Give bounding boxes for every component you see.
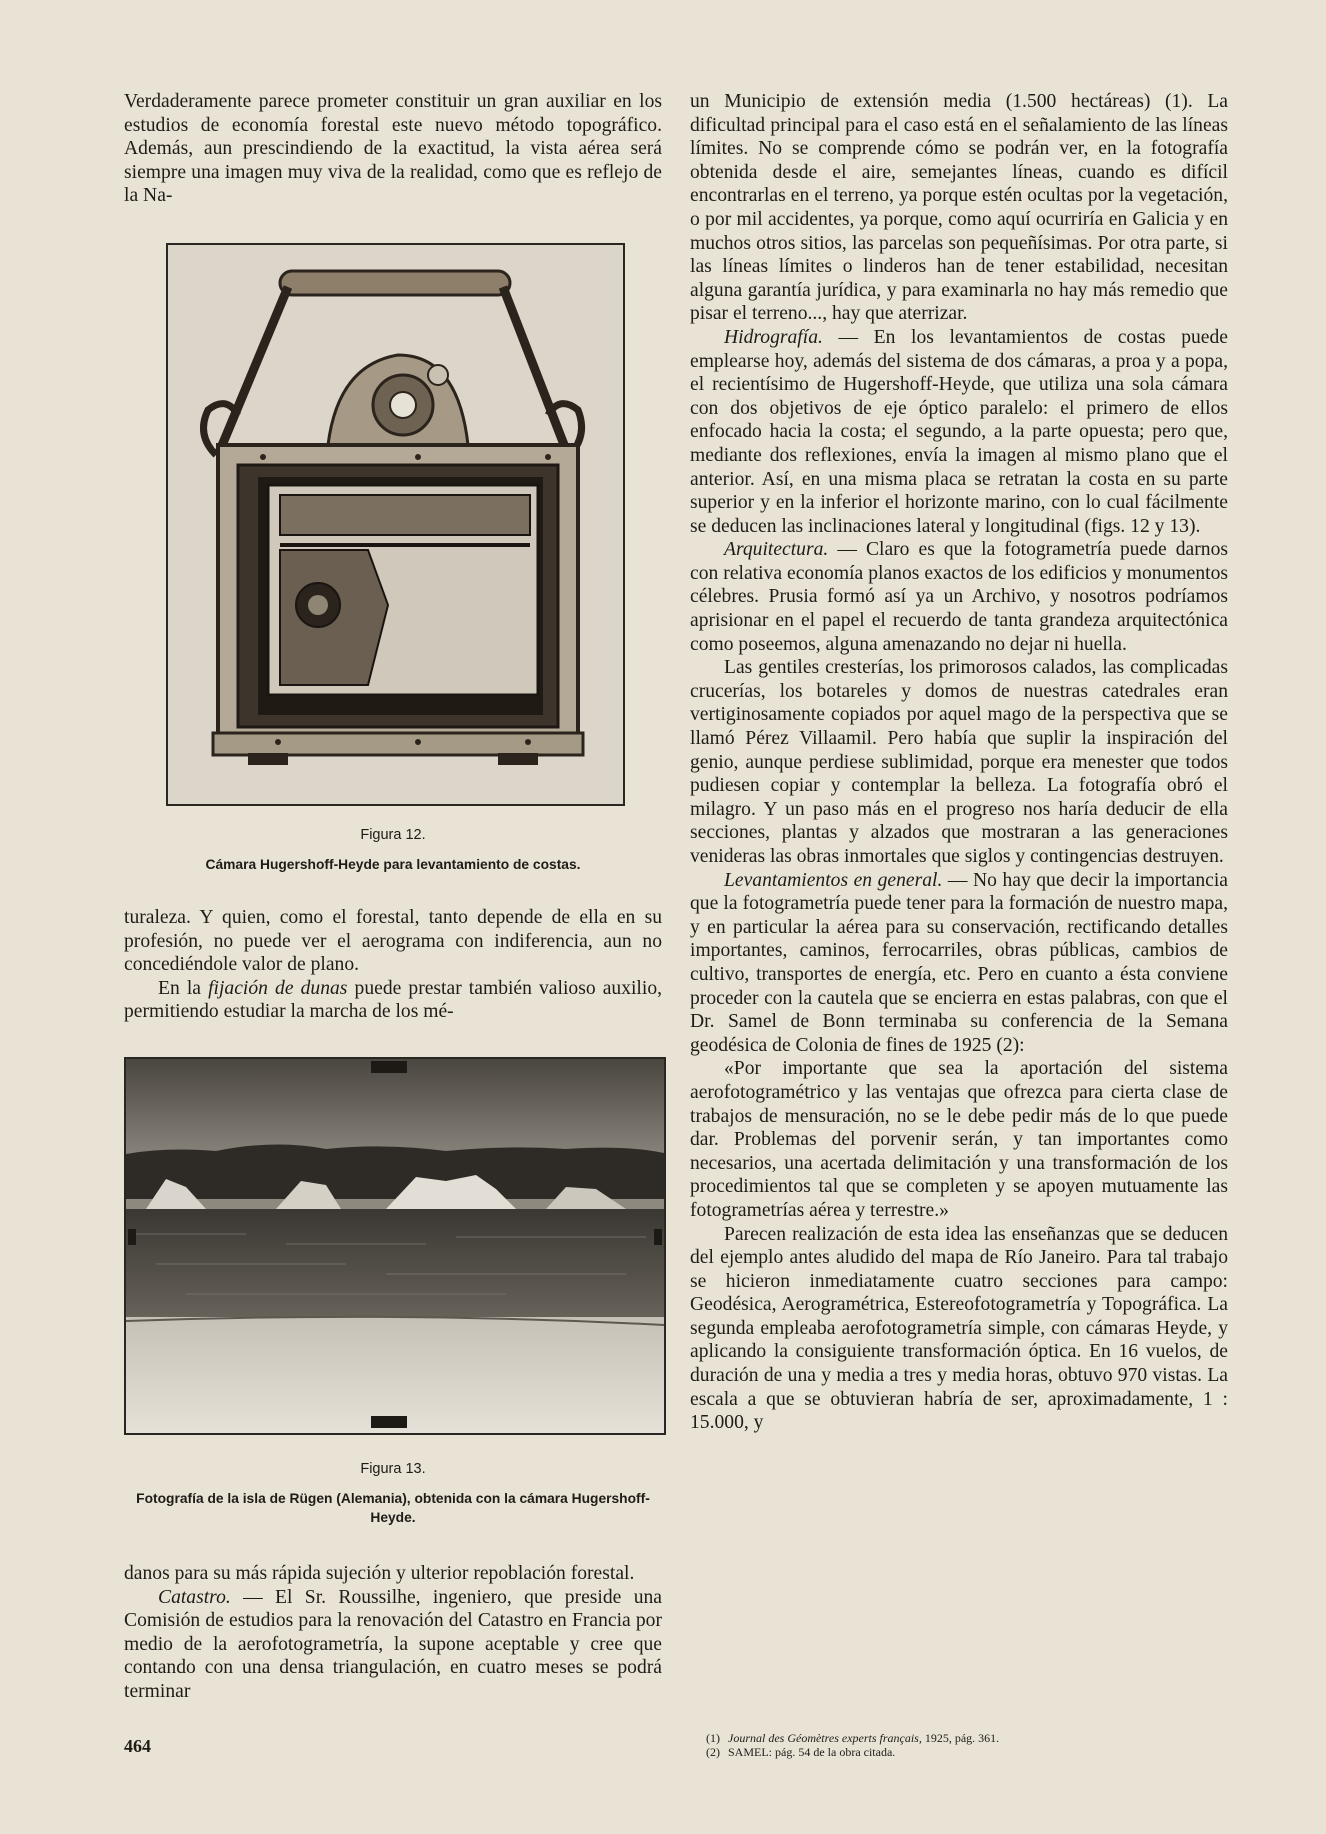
- figure-13-caption: [124, 1460, 662, 1527]
- emphasis: Hidrografía.: [724, 326, 823, 348]
- footnote-number: (1): [706, 1731, 720, 1745]
- left-column-top-text: [124, 90, 662, 208]
- camera-illustration: [168, 245, 623, 804]
- emphasis: fijación de dunas: [208, 977, 348, 999]
- figure-12-title: Figura 12.: [360, 827, 426, 843]
- paragraph: [690, 538, 1228, 656]
- footnote-number: (2): [706, 1745, 720, 1759]
- left-column-bottom-text: [124, 1562, 662, 1704]
- coast-photograph: [126, 1059, 664, 1433]
- figure-12-camera-photo: [166, 243, 625, 806]
- paragraph: Verdaderamente parece prometer constituir un gran auxiliar en los estudios de economía forestal este nuevo método topográfico. Además, aun prescindiendo de la exactitud, la vista aérea será siempre una imagen muy viva de la realidad, como que es reflejo de la Na-: [124, 91, 662, 207]
- footnote-text: SAMEL: pág. 54 de la obra citada.: [728, 1745, 896, 1759]
- text-run: En la: [158, 977, 209, 999]
- paragraph: [124, 1586, 662, 1704]
- text-run: — No hay que decir la importancia que la fotogrametría puede tener para la formación de nuestro mapa, y en particular la aérea para su conservación, rectificando detalles importantes, caminos, ferrocarriles, obras públicas, cambios de cultivo, transportes de energía, etc. Pero en cuanto a ésta conviene proceder con la cautela que se encierra en estas palabras, con que el Dr. Samel de Bonn terminaba su conferencia de la Semana geodésica de Colonia de fines de 1925 (2):: [690, 869, 1228, 1056]
- footnotes: [706, 1731, 1226, 1759]
- figure-12-description: Cámara Hugershoff-Heyde para levantamiento de costas.: [205, 857, 581, 872]
- left-column-middle-text: [124, 906, 662, 1024]
- emphasis: Arquitectura.: [724, 539, 829, 561]
- paragraph: Parecen realización de esta idea las enseñanzas que se deducen del ejemplo antes aludido del mapa de Río Janeiro. Para tal trabajo se hicieron inmediatamente cuatro secciones para campo: Geodésica, Aerogramétrica, Estereofotogrametría y Topográfica. La segunda empleaba aerofotogrametría simple, con cámaras Heyde, y aplicando la consiguiente transformación óptica. En 16 vuelos, de duración de una y media a tres y media horas, obtuvo 970 vistas. La escala a que se obtuvieran habría de ser, aproximadamente, 1 : 15.000, y: [690, 1223, 1228, 1434]
- text-run: — Claro es que la fotogrametría puede darnos con relativa economía planos exactos de los edificios y monumentos célebres. Prusia formó así ya un Archivo, y nosotros podríamos aprisionar en el papel el recuerdo de tanta grandeza arquitectónica como poseemos, alguna amenazando no dejar ni huella.: [690, 539, 1228, 655]
- footnote-text: 1925, pág. 361.: [921, 1731, 1000, 1745]
- paragraph: [690, 869, 1228, 1058]
- figure-13-description: Fotografía de la isla de Rügen (Alemania), obtenida con la cámara Hugershoff-Heyde.: [136, 1491, 650, 1525]
- paragraph: «Por importante que sea la aportación del sistema aerofotogramétrico y las ventajas que ofrezca para cierta clase de trabajos de mensuración, no se le debe pedir más de lo que puede dar. Problemas del porvenir serán, y tan importantes como necesarios, una acertada delimitación y una transformación de los procedimientos tal que se completen y se apoyen mutuamente las fotogrametrías aérea y terrestre.»: [690, 1058, 1228, 1221]
- page-number: 464: [124, 1736, 151, 1756]
- paragraph: [124, 977, 662, 1024]
- paragraph: Las gentiles cresterías, los primorosos calados, las complicadas crucerías, los botareles y domos de nuestras catedrales eran vertiginosamente copiados por aquel mago de la perspectiva que se llamó Pérez Villaamil. Pero había que suplir la inspiración del genio, aunque perdiese sublimidad, porque era menester que todos pudiesen copiar y contemplar la belleza. La fotografía obró el milagro. Y un paso más en el progreso nos haría deducir de ella secciones, plantas y alzados que mostraran a las generaciones venideras las obras inmortales que siglos y contingencias destruyen.: [690, 657, 1228, 867]
- text-run: — El Sr. Roussilhe, ingeniero, que preside una Comisión de estudios para la renovación del Catastro en Francia por medio de la aerofotogrametría, la supone aceptable y cree que contando con una densa triangulación, en cuatro meses se podrá terminar: [124, 1586, 662, 1702]
- figure-13-title: Figura 13.: [360, 1461, 426, 1477]
- paragraph: un Municipio de extensión media (1.500 hectáreas) (1). La dificultad principal para el caso está en el señalamiento de las líneas límites. No se comprende cómo se podrán ver, en la fotografía obtenida desde el aire, semejantes líneas, cuando es difícil encontrarlas en el terreno, ya porque estén ocultas por la vegetación, o por mil accidentes, ya porque, como aquí ocurriría en Galicia y en muchos otros sitios, las parcelas son pequeñísimas. Por otra parte, si las líneas límites o linderos han de tener estabilidad, necesitan alguna garantía jurídica, y para examinarla no hay más remedio que pisar el terreno..., hay que aterrizar.: [690, 91, 1228, 325]
- text-run: — En los levantamientos de costas puede emplearse hoy, además del sistema de dos cámaras, a proa y a popa, el recientísimo de Hugershoff-Heyde, que utiliza una sola cámara con dos objetivos de eje óptico paralelo: el primero de ellos enfocado hacia la costa; el segundo, a la parte opuesta; pero que, mediante dos reflexiones, envía la imagen al mismo plano que el anterior. Así, en una misma placa se retratan la costa en su parte superior y en la inferior el horizonte marino, con lo cual fácilmente se deducen las inclinaciones lateral y longitudinal (figs. 12 y 13).: [690, 326, 1228, 537]
- figure-13-coast-photo: [124, 1057, 666, 1435]
- footnote: [706, 1731, 1226, 1745]
- footnote-emphasis: Journal des Géomètres experts français,: [728, 1731, 922, 1745]
- text-run: puede prestar también valioso auxilio, permitiendo estudiar la marcha de los mé-: [124, 977, 663, 1023]
- paragraph: turaleza. Y quien, como el forestal, tanto depende de ella en su profesión, no puede ver el aerograma con indiferencia, aun no concediéndole valor de plano.: [124, 907, 662, 976]
- emphasis: Catastro.: [158, 1586, 231, 1608]
- emphasis: Levantamientos en general.: [724, 869, 943, 891]
- paragraph: danos para su más rápida sujeción y ulterior repoblación forestal.: [124, 1563, 635, 1584]
- paragraph: [690, 326, 1228, 538]
- figure-12-caption: [124, 826, 662, 874]
- footnote: [706, 1745, 1226, 1759]
- right-column-text: [690, 90, 1228, 1435]
